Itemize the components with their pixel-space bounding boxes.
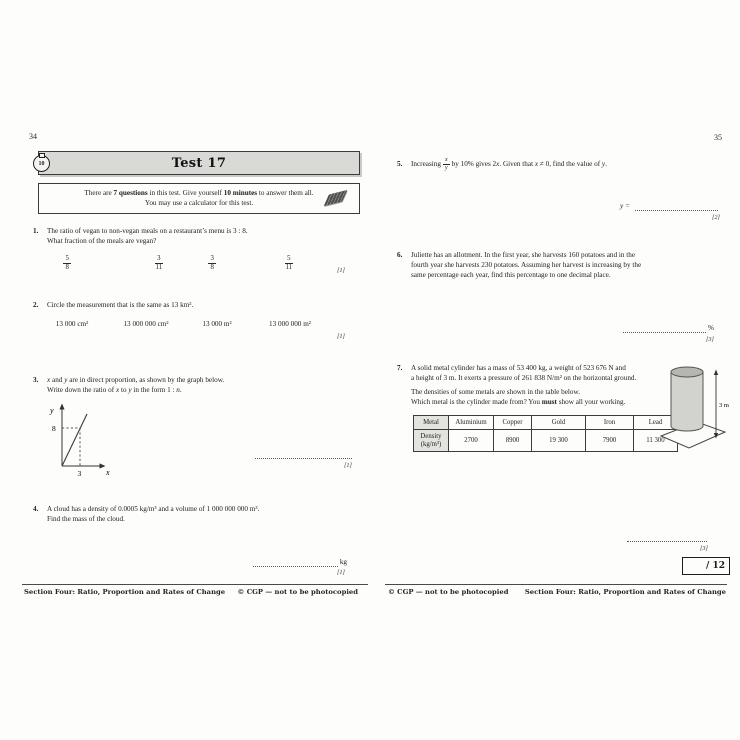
- table-cell-lead: Lead: [634, 416, 678, 430]
- y-tick-label: 8: [52, 424, 56, 433]
- question-1-line-1: 1. The ratio of vegan to non-vegan meals on a restaurant’s menu is 3 : 8.: [33, 227, 248, 235]
- density-table: [413, 415, 678, 452]
- question-6-number: 6.: [397, 251, 403, 259]
- table-header-density: Density (kg/m³): [414, 430, 449, 452]
- stopwatch-minutes: 10: [38, 160, 45, 167]
- page-left: [22, 128, 370, 612]
- cylinder-diagram: [659, 360, 731, 458]
- x-axis-arrow: [100, 463, 106, 468]
- page-number-right: 35: [714, 133, 722, 142]
- q6-answer-row: [621, 324, 714, 333]
- table-cell-aluminium: Aluminium: [449, 416, 494, 430]
- density-lead: 11 300: [634, 430, 678, 452]
- cylinder-body: [671, 372, 703, 431]
- q5-answer-row: [620, 202, 720, 211]
- question-3-line-1: 3. x and y are in direct proportion, as shown by the graph below.: [33, 376, 225, 384]
- proportion-graph: [46, 400, 116, 480]
- table-cell-gold: Gold: [532, 416, 586, 430]
- table-row-metals: [414, 416, 678, 430]
- question-4-number: 4.: [33, 505, 39, 513]
- x-tick-label: 3: [77, 469, 82, 478]
- test-header-bar: [38, 151, 360, 175]
- q7-answer-line: [627, 541, 707, 542]
- question-6-line-2: fourth year she harvests 230 potatoes. Assuming her harvest is increasing by the: [411, 261, 642, 269]
- question-1-line-2: What fraction of the meals are vegan?: [47, 237, 157, 245]
- q2-option-2: 13 000 000 cm²: [123, 320, 169, 328]
- density-gold: 19 300: [532, 430, 586, 452]
- question-7-line-1: 7. A solid metal cylinder has a mass of 53 400 kg, a weight of 523 676 N and: [397, 364, 626, 372]
- footer-section-title: Section Four: Ratio, Proportion and Rates of Change: [524, 588, 726, 596]
- question-3-marks: [1]: [343, 462, 352, 469]
- y-axis-arrow: [59, 404, 64, 410]
- q5-answer-prefix: y =: [620, 202, 630, 210]
- q5-answer-line: [635, 202, 718, 211]
- question-7-number: 7.: [397, 364, 403, 372]
- table-cell-copper: Copper: [494, 416, 532, 430]
- question-6-line-1: 6. Juliette has an allotment. In the first year, she harvests 160 potatoes and in the: [397, 251, 636, 259]
- y-axis-label: y: [50, 406, 54, 415]
- instructions-box: [38, 183, 360, 214]
- footer-rule-right: [385, 584, 727, 585]
- q6-answer-unit: %: [708, 324, 714, 332]
- question-2-line-1: 2. Circle the measurement that is the same as 13 km².: [33, 301, 194, 309]
- fraction-option-3: $\frac{3}{8}$: [208, 255, 216, 271]
- q3-answer-line: [255, 458, 352, 459]
- question-4-line-1: 4. A cloud has a density of 0.0005 kg/m³ and a volume of 1 000 000 000 m³.: [33, 505, 260, 513]
- question-5-number: 5.: [397, 160, 403, 169]
- density-aluminium: 2700: [449, 430, 494, 452]
- footer-section-title: Section Four: Ratio, Proportion and Rates of Change: [24, 588, 226, 596]
- q2-option-1: 13 000 cm²: [55, 320, 89, 328]
- q4-answer-unit: kg: [339, 558, 347, 566]
- page-number-left: 34: [29, 132, 37, 141]
- question-5-line-1: 5. Increasing x y by 10% gives 2x. Given that x ≠ 0, find the value of y.: [397, 157, 607, 171]
- fraction-option-2: $\frac{3}{11}$: [155, 255, 163, 271]
- question-5-marks: [2]: [711, 214, 720, 221]
- footer-copyright: © CGP — not to be photocopied: [388, 588, 509, 596]
- q2-option-4: 13 000 000 m²: [269, 320, 311, 328]
- density-copper: 8900: [494, 430, 532, 452]
- footer-right-page: [388, 588, 726, 596]
- page-right: [383, 128, 728, 612]
- q4-answer-row: [251, 558, 347, 567]
- footer-copyright: © CGP — not to be photocopied: [237, 588, 358, 596]
- fraction-option-4: $\frac{5}{11}$: [285, 255, 293, 271]
- footer-left-page: [24, 588, 358, 596]
- question-1-number: 1.: [33, 227, 39, 235]
- instructions-line-1: There are 7 questions in this test. Give yourself 10 minutes to answer them all.: [84, 188, 314, 197]
- question-2-marks: [1]: [336, 333, 345, 340]
- cylinder-top: [671, 367, 703, 377]
- question-2-number: 2.: [33, 301, 39, 309]
- graph-line: [62, 414, 87, 466]
- question-3-number: 3.: [33, 376, 39, 384]
- score-box: / 12: [682, 557, 730, 575]
- table-row-densities: [414, 430, 678, 452]
- question-7-marks: [3]: [699, 545, 708, 552]
- test-title: Test 17: [171, 155, 227, 171]
- table-cell-iron: Iron: [586, 416, 634, 430]
- table-header-metal: Metal: [414, 416, 449, 430]
- question-6-line-3: same percentage each year, find this percentage to one decimal place.: [411, 271, 611, 279]
- footer-rule-left: [22, 584, 368, 585]
- stopwatch-icon: [33, 155, 50, 172]
- instructions-line-2: You may use a calculator for this test.: [144, 199, 254, 207]
- question-1-marks: [1]: [336, 267, 345, 274]
- question-3-line-2: Write down the ratio of x to y in the form 1 : n.: [47, 386, 182, 394]
- q5-fraction: x y: [444, 157, 448, 171]
- q4-answer-line: [253, 558, 338, 567]
- question-4-marks: [1]: [336, 569, 345, 576]
- question-4-line-2: Find the mass of the cloud.: [47, 515, 125, 523]
- density-iron: 7900: [586, 430, 634, 452]
- question-7-line-4: Which metal is the cylinder made from? You must show all your working.: [411, 398, 626, 406]
- question-7-line-2: a height of 3 m. It exerts a pressure of 261 838 N/m² on the horizontal ground.: [411, 374, 637, 382]
- fraction-option-1: $\frac{5}{8}$: [63, 255, 71, 271]
- q2-option-3: 13 000 m²: [202, 320, 232, 328]
- q6-answer-line: [623, 324, 706, 333]
- height-label: 3 m: [719, 402, 729, 409]
- question-7-line-3: The densities of some metals are shown in the table below.: [411, 388, 580, 396]
- question-6-marks: [3]: [705, 336, 714, 343]
- x-axis-label: x: [106, 468, 110, 477]
